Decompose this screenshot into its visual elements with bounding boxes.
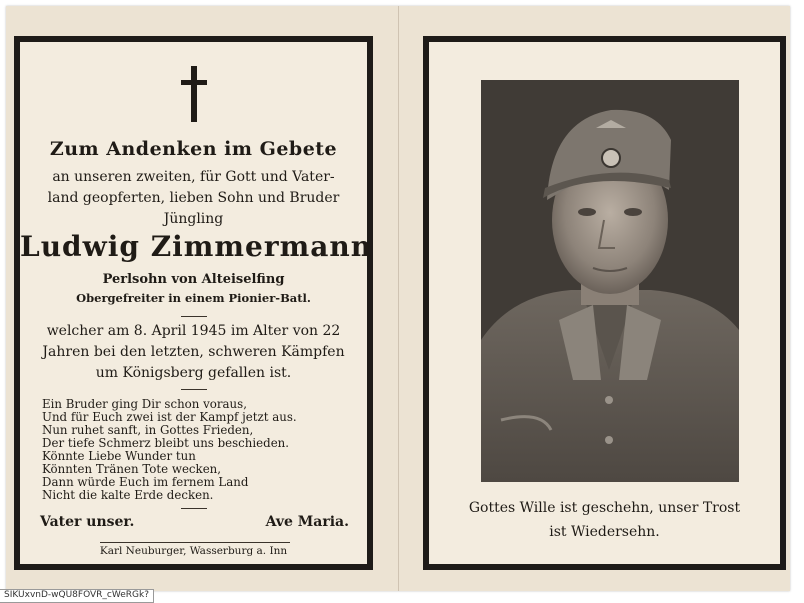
memorial-card: [6, 6, 790, 591]
caption-line: ist Wiedersehn.: [549, 524, 660, 540]
portrait-illustration: [481, 80, 739, 482]
prayer-vater-unser: Vater unser.: [40, 514, 135, 530]
poem-line: Nicht die kalte Erde decken.: [42, 488, 214, 502]
soldier-portrait-photo: [481, 80, 739, 482]
printer-credit: Karl Neuburger, Wasserburg a. Inn: [99, 545, 288, 557]
caption-line: Gottes Wille ist geschehn, unser Trost: [468, 500, 741, 516]
divider: [181, 316, 207, 317]
death-line: um Königsberg gefallen ist.: [95, 365, 292, 381]
poem-line: Könnten Tränen Tote wecken,: [42, 462, 222, 476]
poem-line: Der tiefe Schmerz bleibt uns beschieden.: [42, 436, 290, 450]
cross-icon: [181, 66, 207, 122]
poem: [42, 398, 362, 502]
status-bar-url: SIKUxvnD-wQU8FOVR_cWeRGk?: [0, 589, 154, 603]
poem-line: Ein Bruder ging Dir schon voraus,: [42, 397, 247, 411]
memorial-text-panel: [14, 36, 373, 570]
printer-rule: [100, 542, 290, 543]
intro-line: Jüngling: [163, 211, 224, 227]
deceased-name: Ludwig Zimmermann: [20, 230, 373, 263]
death-line: welcher am 8. April 1945 im Alter von 22: [46, 323, 341, 339]
poem-line: Dann würde Euch im fernem Land: [42, 475, 249, 489]
memorial-heading: Zum Andenken im Gebete: [49, 138, 338, 160]
prayer-ave-maria: Ave Maria.: [265, 514, 349, 530]
rank-line: Obergefreiter in einem Pionier-Batl.: [76, 291, 311, 305]
divider: [181, 508, 207, 509]
poem-line: Könnte Liebe Wunder tun: [42, 449, 196, 463]
death-line: Jahren bei den letzten, schweren Kämpfen: [42, 344, 345, 360]
poem-line: Nun ruhet sanft, in Gottes Frieden,: [42, 423, 254, 437]
origin-line: Perlsohn von Alteiselfing: [102, 272, 285, 287]
memorial-photo-panel: [423, 36, 786, 570]
divider: [181, 389, 207, 390]
intro-line: land geopferten, lieben Sohn und Bruder: [47, 190, 340, 206]
intro-line: an unseren zweiten, für Gott und Vater-: [52, 169, 335, 185]
poem-line: Und für Euch zwei ist der Kampf jetzt aus.: [42, 410, 297, 424]
